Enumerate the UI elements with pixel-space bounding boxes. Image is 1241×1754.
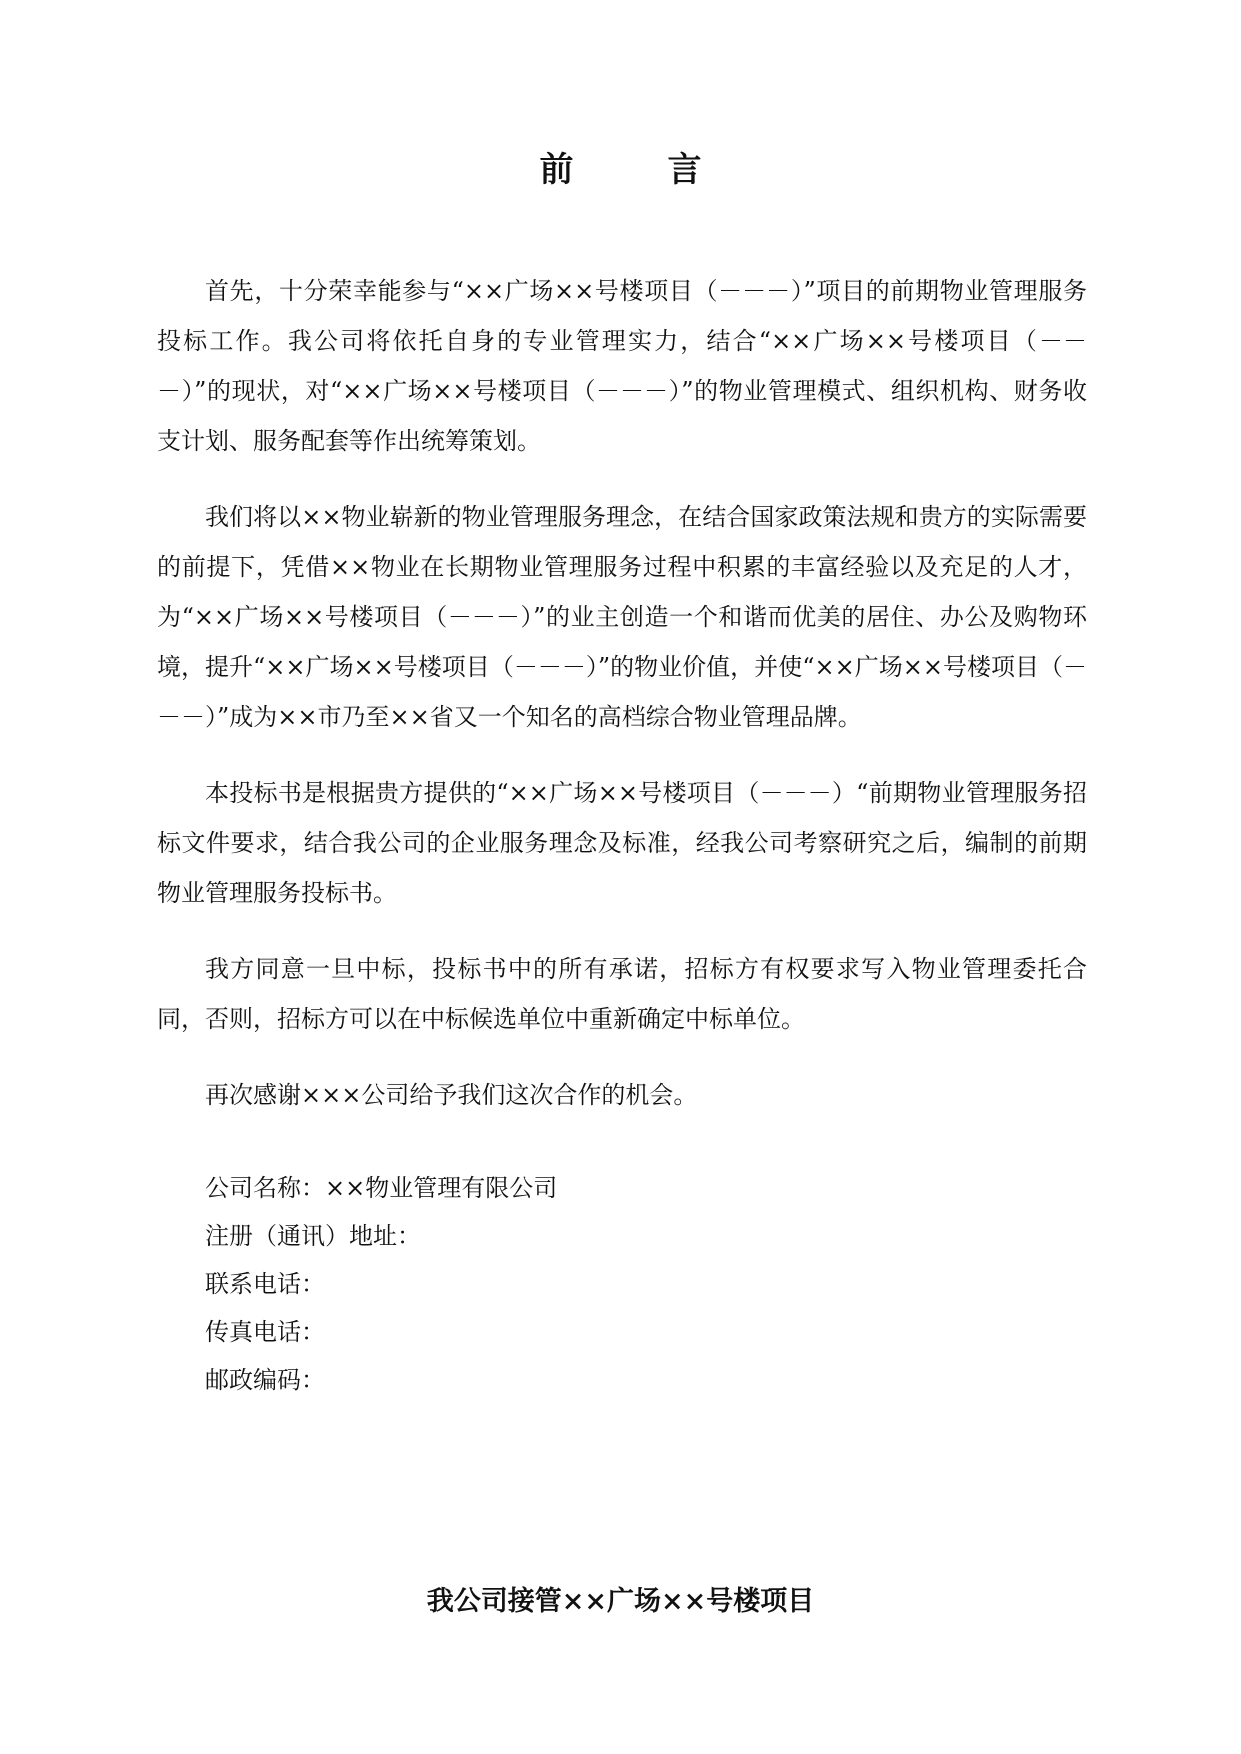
paragraph-bid-basis: 本投标书是根据贵方提供的“××广场××号楼项目（－－－）“前期物业管理服务招标文件要求，结合我公司的企业服务理念及标准，经我公司考察研究之后，编制的前期物业管理服务投标书。	[157, 779, 1087, 907]
paragraph-intro: 首先，十分荣幸能参与“××广场××号楼项目（－－－）”项目的前期物业管理服务投标工作。我公司将依托自身的专业管理实力，结合“××广场××号楼项目（－－－）”的现状，对“××广场××号楼项目（－－－）”的物业管理模式、组织机构、财务收支计划、服务配套等作出统筹策划。	[157, 277, 1087, 455]
postcode-line: 邮政编码：	[205, 1366, 325, 1394]
company-name-line: 公司名称：××物业管理有限公司	[205, 1174, 558, 1202]
paragraph-thanks: 再次感谢×××公司给予我们这次合作的机会。	[205, 1081, 698, 1109]
paragraph-service-concept: 我们将以××物业崭新的物业管理服务理念，在结合国家政策法规和贵方的实际需要的前提下，凭借××物业在长期物业管理服务过程中积累的丰富经验以及充足的人才，为“××广场××号楼项目（－－－）”的业主创造一个和谐而优美的居住、办公及购物环境，提升“××广场××号楼项目（－－－）”的物业价值，并使“××广场××号楼项目（－－－）”成为××市乃至××省又一个知名的高档综合物业管理品牌。	[157, 503, 1087, 731]
next-section-heading: 我公司接管××广场××号楼项目	[426, 1586, 815, 1617]
address-line: 注册（通讯）地址：	[205, 1222, 421, 1250]
company-info	[157, 1164, 1087, 1404]
preface-body	[157, 266, 1087, 1404]
fax-line: 传真电话：	[205, 1318, 325, 1346]
phone-line: 联系电话：	[205, 1270, 325, 1298]
page-title: 前 言	[539, 150, 732, 190]
paragraph-commitment: 我方同意一旦中标，投标书中的所有承诺，招标方有权要求写入物业管理委托合同，否则，招标方可以在中标候选单位中重新确定中标单位。	[157, 955, 1087, 1033]
